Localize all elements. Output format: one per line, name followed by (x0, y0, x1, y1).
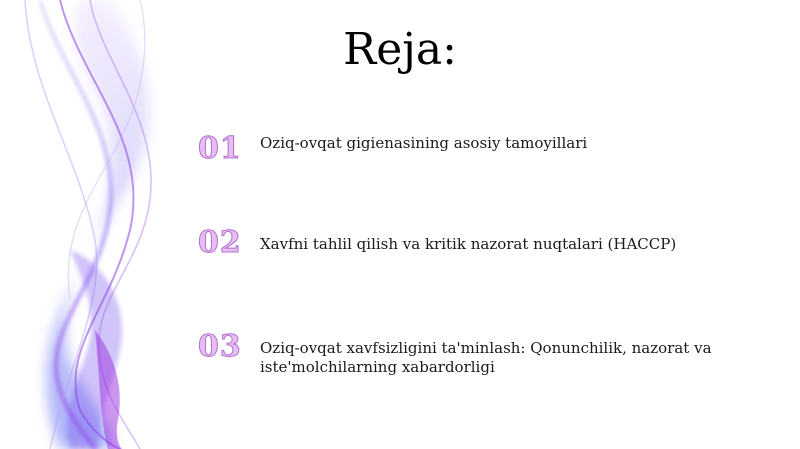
slide-title: Reja: (343, 24, 457, 75)
agenda-item-text: Oziq-ovqat gigienasining asosiy tamoyillari (260, 134, 588, 152)
agenda-item-number: 01 (198, 131, 242, 166)
agenda-item-number: 02 (198, 225, 242, 260)
agenda-item-text: Xavfni tahlil qilish va kritik nazorat nuqtalari (HACCP) (260, 235, 677, 253)
agenda-item-number: 03 (198, 329, 242, 364)
agenda-item-text: Oziq-ovqat xavfsizligini ta'minlash: Qonunchilik, nazorat va iste'molchilarning xabardorligi (260, 339, 712, 376)
smoke-ribbon-decoration (0, 0, 200, 449)
